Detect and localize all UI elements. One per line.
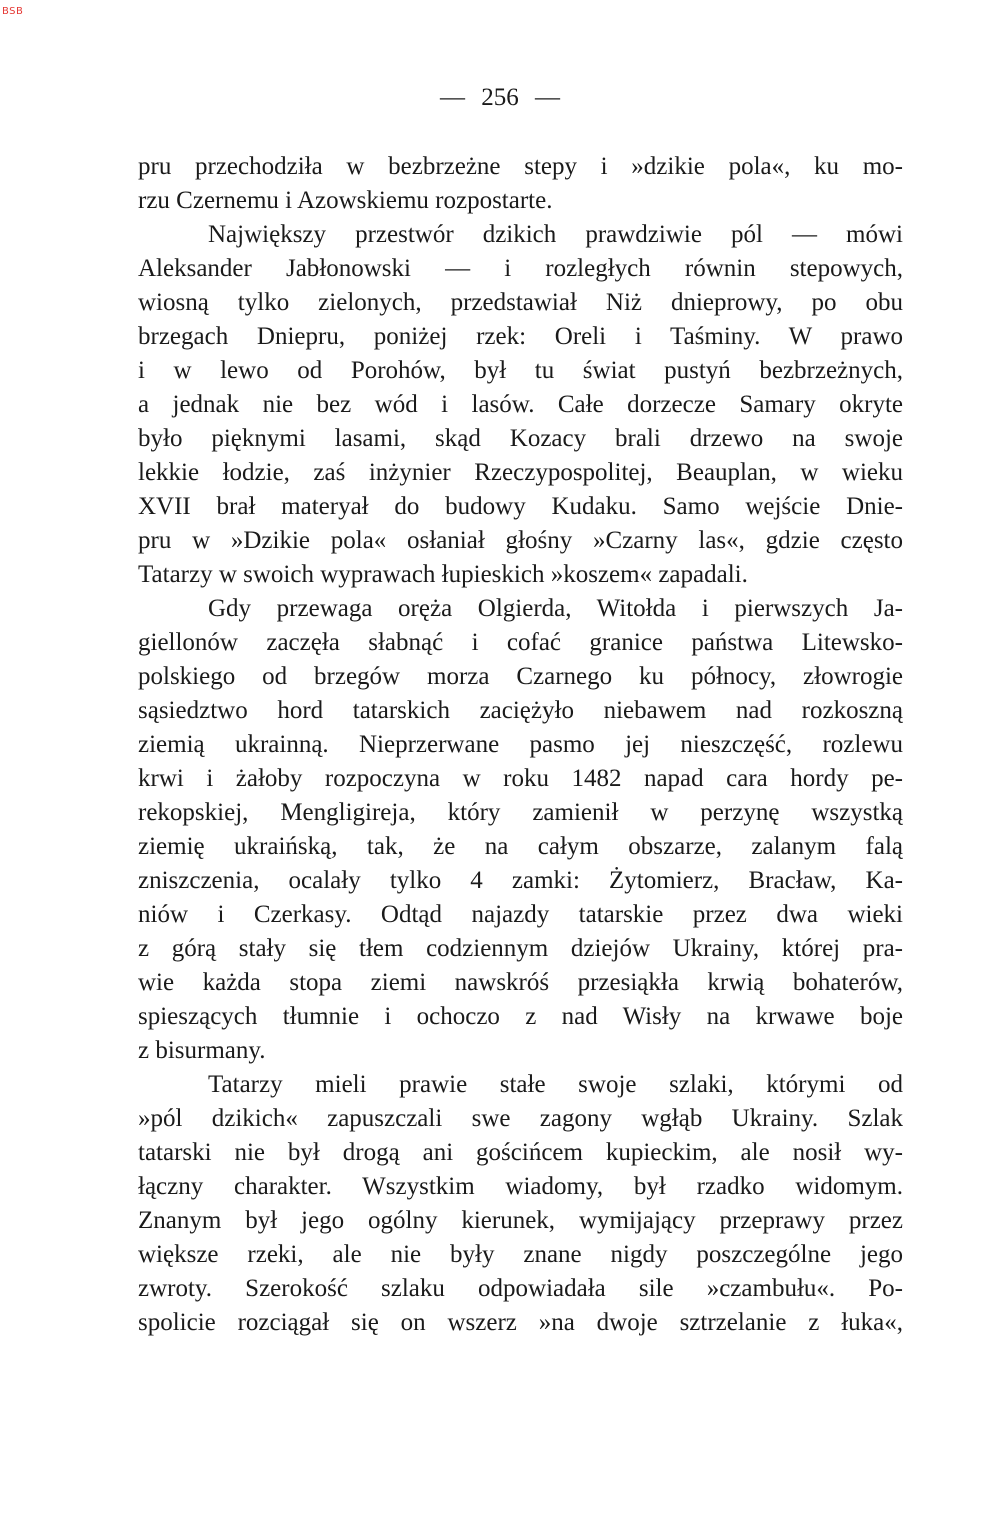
text-line: zniszczenia, ocalały tylko 4 zamki: Żytomierz, Bracław, Ka- [138,867,903,894]
text-line: polskiego od brzegów morza Czarnego ku północy, złowrogie [138,663,903,690]
text-line: ziemię ukraińską, tak, że na całym obszarze, zalanym falą [138,833,903,860]
text-line: ziemią ukrainną. Nieprzerwane pasmo jej nieszczęść, rozlewu [138,731,903,758]
text-line: pru przechodziła w bezbrzeżne stepy i »dzikie pola«, ku mo- [138,153,903,180]
text-line: wiosną tylko zielonych, przedstawiał Niż dnieprowy, po obu [138,289,903,316]
text-line: spolicie rozciągał się on wszerz »na dwoje sztrzelanie z łuka«, [138,1309,903,1336]
text-line: tatarski nie był drogą ani gościńcem kupieckim, ale nosił wy- [138,1139,903,1166]
text-line: spieszących tłumnie i ochoczo z nad Wisły na krwawe boje [138,1003,903,1030]
page-number: — 256 — [440,84,560,111]
paragraph-first-line: Gdy przewaga oręża Olgierda, Witołda i pierwszych Ja- [208,595,903,622]
text-line: Aleksander Jabłonowski — i rozległych równin stepowych, [138,255,903,282]
paragraph-first-line: Największy przestwór dzikich prawdziwie pól — mówi [208,221,903,248]
text-line: było pięknymi lasami, skąd Kozacy brali drzewo na swoje [138,425,903,452]
text-line: pru w »Dzikie pola« osłaniał głośny »Czarny las«, gdzie często [138,527,903,554]
text-line: »pól dzikich« zapuszczali swe zagony wgłąb Ukrainy. Szlak [138,1105,903,1132]
text-line: XVII brał materyał do budowy Kudaku. Samo wejście Dnie- [138,493,903,520]
text-line: a jednak nie bez wód i lasów. Całe dorzecze Samary okryte [138,391,903,418]
text-line: rzu Czernemu i Azowskiemu rozpostarte. [138,187,553,214]
text-line: z bisurmany. [138,1037,266,1064]
text-line: zwroty. Szerokość szlaku odpowiadała sile »czambułu«. Po- [138,1275,903,1302]
text-line: krwi i żałoby rozpoczyna w roku 1482 napad cara hordy pe- [138,765,903,792]
text-line: z górą stały się tłem codziennym dziejów Ukrainy, której pra- [138,935,903,962]
text-line: rekopskiej, Mengligireja, który zamienił w perzynę wszystką [138,799,903,826]
text-line: Znanym był jego ogólny kierunek, wymijający przeprawy przez [138,1207,903,1234]
text-line: i w lewo od Porohów, był tu świat pustyń bezbrzeżnych, [138,357,903,384]
text-line: Tatarzy w swoich wyprawach łupieskich »koszem« zapadali. [138,561,748,588]
text-line: wie każda stopa ziemi nawskróś przesiąkła krwią bohaterów, [138,969,903,996]
text-line: brzegach Dniepru, poniżej rzek: Oreli i Taśminy. W prawo [138,323,903,350]
text-line: giellonów zaczęła słabnąć i cofać granice państwa Litewsko- [138,629,903,656]
text-line: większe rzeki, ale nie były znane nigdy poszczególne jego [138,1241,903,1268]
paragraph-first-line: Tatarzy mieli prawie stałe swoje szlaki, którymi od [208,1071,903,1098]
text-line: niów i Czerkasy. Odtąd najazdy tatarskie przez dwa wieki [138,901,903,928]
text-line: łączny charakter. Wszystkim wiadomy, był rzadko widomym. [138,1173,903,1200]
text-line: sąsiedztwo hord tatarskich zaciężyło niebawem nad rozkoszną [138,697,903,724]
library-stamp: BSB [2,6,24,17]
body-text [138,150,903,1340]
text-line: lekkie łodzie, zaś inżynier Rzeczypospolitej, Beauplan, w wieku [138,459,903,486]
